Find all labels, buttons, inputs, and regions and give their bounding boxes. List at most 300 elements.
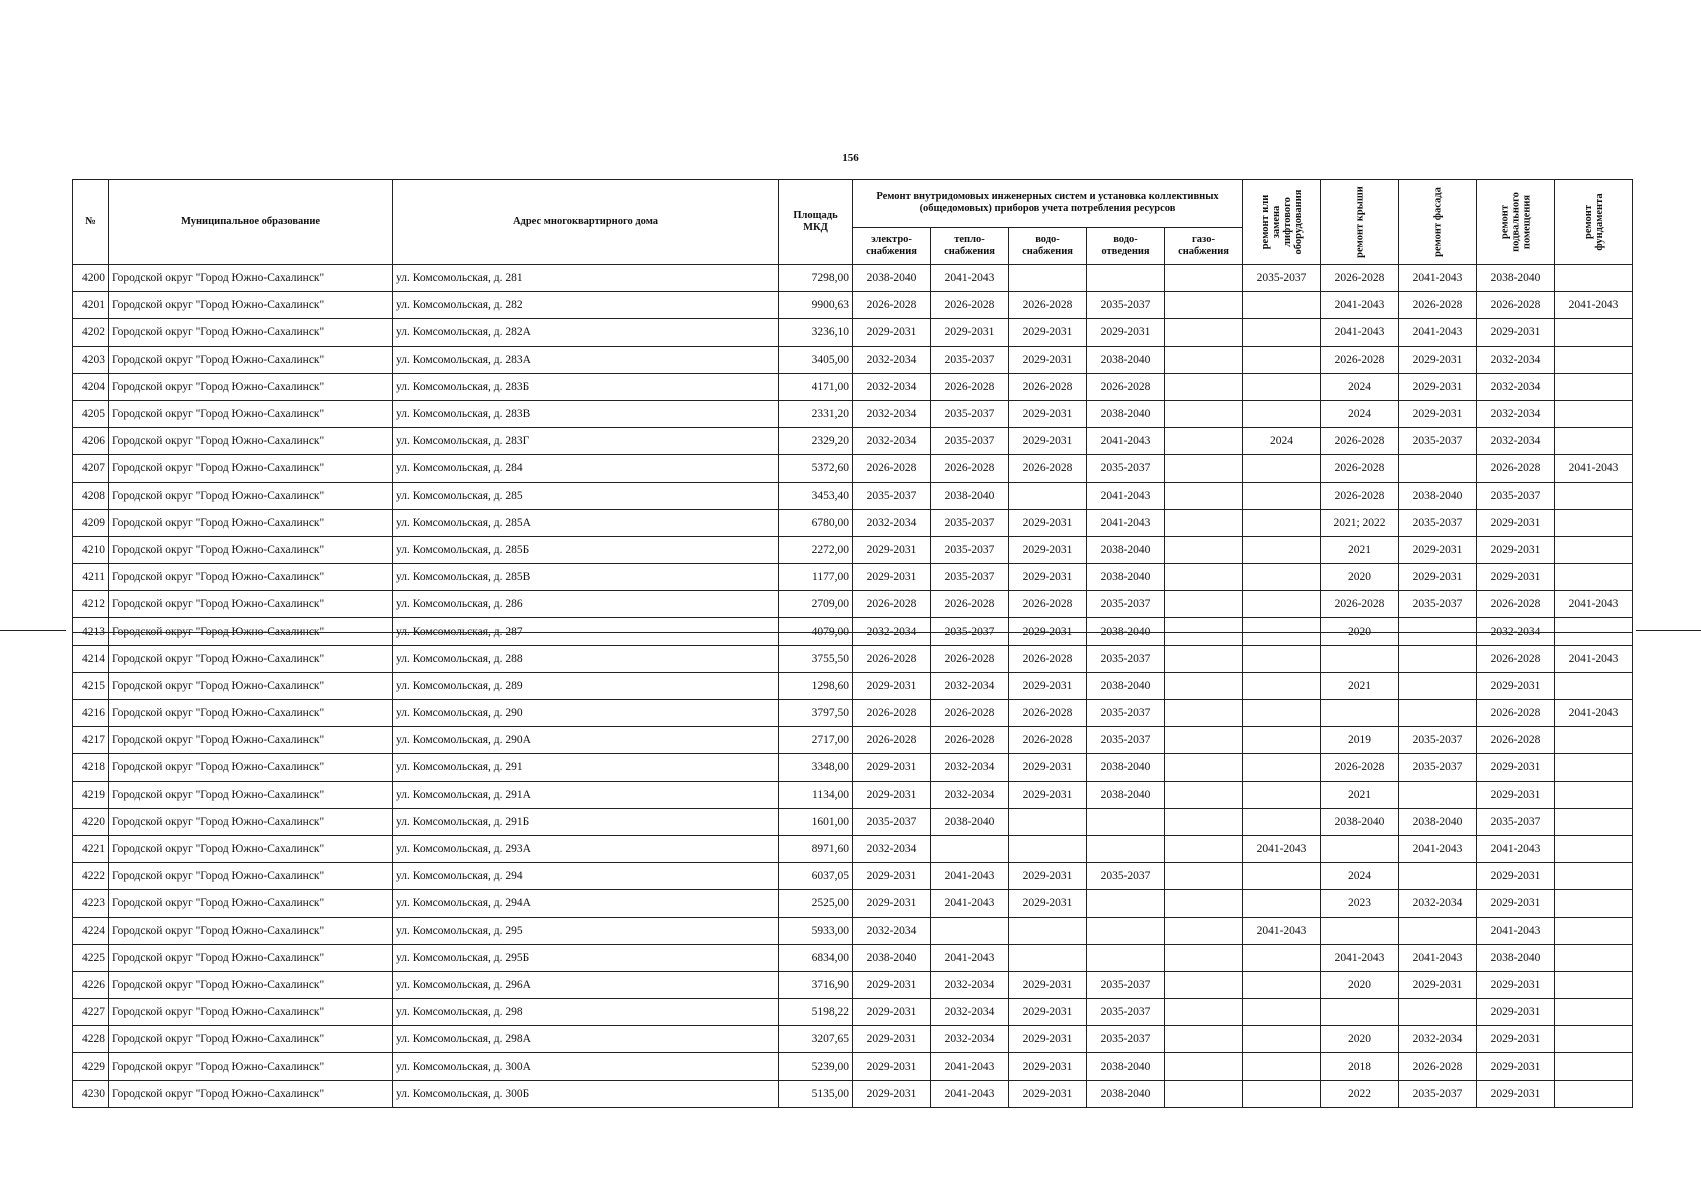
municipality-cell: Городской округ "Город Южно-Сахалинск" <box>109 373 393 400</box>
area-cell: 5135,00 <box>779 1080 853 1107</box>
lift-cell: 2035-2037 <box>1243 265 1321 292</box>
gas-cell <box>1165 346 1243 373</box>
water-cell: 2029-2031 <box>1009 1080 1087 1107</box>
electric-cell: 2032-2034 <box>853 373 931 400</box>
heat-cell: 2026-2028 <box>931 455 1009 482</box>
foundation-cell <box>1555 564 1633 591</box>
table-row <box>73 482 1633 509</box>
header-area: Площадь МКД <box>779 180 853 265</box>
foundation-cell <box>1555 781 1633 808</box>
municipality-cell: Городской округ "Город Южно-Сахалинск" <box>109 455 393 482</box>
sewer-cell: 2035-2037 <box>1087 292 1165 319</box>
gas-cell <box>1165 482 1243 509</box>
electric-cell: 2029-2031 <box>853 781 931 808</box>
table-row <box>73 700 1633 727</box>
table-row <box>73 781 1633 808</box>
lift-cell <box>1243 727 1321 754</box>
row-number: 4213 <box>73 618 109 645</box>
heat-cell: 2041-2043 <box>931 890 1009 917</box>
sewer-cell <box>1087 808 1165 835</box>
sewer-cell: 2035-2037 <box>1087 455 1165 482</box>
row-number: 4216 <box>73 700 109 727</box>
header-sewer: водо-отведения <box>1087 227 1165 264</box>
area-cell: 2717,00 <box>779 727 853 754</box>
municipality-cell: Городской округ "Город Южно-Сахалинск" <box>109 890 393 917</box>
heat-cell: 2035-2037 <box>931 346 1009 373</box>
lift-cell <box>1243 645 1321 672</box>
municipality-cell: Городской округ "Город Южно-Сахалинск" <box>109 835 393 862</box>
basement-cell: 2026-2028 <box>1477 700 1555 727</box>
municipality-cell: Городской округ "Город Южно-Сахалинск" <box>109 346 393 373</box>
water-cell <box>1009 917 1087 944</box>
table-row <box>73 808 1633 835</box>
lift-cell: 2024 <box>1243 428 1321 455</box>
municipality-cell: Городской округ "Город Южно-Сахалинск" <box>109 700 393 727</box>
page-number: 156 <box>842 152 859 164</box>
address-cell: ул. Комсомольская, д. 294 <box>393 863 779 890</box>
foundation-cell: 2041-2043 <box>1555 292 1633 319</box>
basement-cell: 2032-2034 <box>1477 373 1555 400</box>
heat-cell: 2035-2037 <box>931 564 1009 591</box>
roof-cell: 2041-2043 <box>1321 319 1399 346</box>
basement-cell: 2026-2028 <box>1477 645 1555 672</box>
foundation-cell <box>1555 890 1633 917</box>
municipality-cell: Городской округ "Город Южно-Сахалинск" <box>109 1080 393 1107</box>
foundation-cell <box>1555 999 1633 1026</box>
heat-cell <box>931 835 1009 862</box>
heat-cell: 2026-2028 <box>931 591 1009 618</box>
facade-cell: 2029-2031 <box>1399 536 1477 563</box>
water-cell: 2029-2031 <box>1009 1026 1087 1053</box>
heat-cell: 2041-2043 <box>931 944 1009 971</box>
heat-cell: 2026-2028 <box>931 700 1009 727</box>
water-cell: 2026-2028 <box>1009 455 1087 482</box>
sewer-cell: 2038-2040 <box>1087 564 1165 591</box>
water-cell: 2029-2031 <box>1009 971 1087 998</box>
header-electric: электро-снабжения <box>853 227 931 264</box>
roof-cell: 2021 <box>1321 672 1399 699</box>
header-roof: ремонт крыши <box>1321 180 1399 265</box>
address-cell: ул. Комсомольская, д. 289 <box>393 672 779 699</box>
foundation-cell <box>1555 1080 1633 1107</box>
lift-cell <box>1243 564 1321 591</box>
sewer-cell: 2041-2043 <box>1087 482 1165 509</box>
lift-cell: 2041-2043 <box>1243 917 1321 944</box>
basement-cell: 2032-2034 <box>1477 618 1555 645</box>
foundation-cell <box>1555 373 1633 400</box>
facade-cell <box>1399 781 1477 808</box>
basement-cell: 2038-2040 <box>1477 265 1555 292</box>
heat-cell: 2029-2031 <box>931 319 1009 346</box>
area-cell: 7298,00 <box>779 265 853 292</box>
sewer-cell: 2029-2031 <box>1087 319 1165 346</box>
water-cell <box>1009 835 1087 862</box>
header-lift: ремонт или замена лифтового оборудования <box>1243 180 1321 265</box>
water-cell: 2029-2031 <box>1009 564 1087 591</box>
electric-cell: 2032-2034 <box>853 618 931 645</box>
lift-cell <box>1243 1080 1321 1107</box>
foundation-cell <box>1555 482 1633 509</box>
area-cell: 3797,50 <box>779 700 853 727</box>
address-cell: ул. Комсомольская, д. 286 <box>393 591 779 618</box>
electric-cell: 2029-2031 <box>853 971 931 998</box>
table-row <box>73 509 1633 536</box>
lift-cell <box>1243 999 1321 1026</box>
roof-cell: 2041-2043 <box>1321 292 1399 319</box>
basement-cell: 2038-2040 <box>1477 944 1555 971</box>
sewer-cell: 2041-2043 <box>1087 428 1165 455</box>
area-cell: 5372,60 <box>779 455 853 482</box>
heat-cell: 2035-2037 <box>931 428 1009 455</box>
sewer-cell: 2038-2040 <box>1087 618 1165 645</box>
table-row <box>73 672 1633 699</box>
basement-cell: 2029-2031 <box>1477 971 1555 998</box>
electric-cell: 2032-2034 <box>853 917 931 944</box>
lift-cell <box>1243 591 1321 618</box>
area-cell: 6834,00 <box>779 944 853 971</box>
heat-cell: 2032-2034 <box>931 999 1009 1026</box>
foundation-cell <box>1555 509 1633 536</box>
sewer-cell: 2035-2037 <box>1087 700 1165 727</box>
facade-cell: 2026-2028 <box>1399 292 1477 319</box>
basement-cell: 2029-2031 <box>1477 890 1555 917</box>
header-municipality: Муниципальное образование <box>109 180 393 265</box>
electric-cell: 2032-2034 <box>853 835 931 862</box>
facade-cell <box>1399 455 1477 482</box>
lift-cell <box>1243 890 1321 917</box>
sewer-cell: 2035-2037 <box>1087 971 1165 998</box>
address-cell: ул. Комсомольская, д. 285В <box>393 564 779 591</box>
facade-cell: 2026-2028 <box>1399 1053 1477 1080</box>
municipality-cell: Городской округ "Город Южно-Сахалинск" <box>109 672 393 699</box>
lift-cell <box>1243 319 1321 346</box>
roof-cell: 2038-2040 <box>1321 808 1399 835</box>
area-cell: 2525,00 <box>779 890 853 917</box>
municipality-cell: Городской округ "Город Южно-Сахалинск" <box>109 727 393 754</box>
sewer-cell: 2038-2040 <box>1087 672 1165 699</box>
area-cell: 5239,00 <box>779 1053 853 1080</box>
gas-cell <box>1165 292 1243 319</box>
electric-cell: 2038-2040 <box>853 265 931 292</box>
heat-cell: 2035-2037 <box>931 400 1009 427</box>
electric-cell: 2029-2031 <box>853 536 931 563</box>
basement-cell: 2029-2031 <box>1477 536 1555 563</box>
facade-cell: 2041-2043 <box>1399 319 1477 346</box>
roof-cell: 2024 <box>1321 373 1399 400</box>
address-cell: ул. Комсомольская, д. 285Б <box>393 536 779 563</box>
sewer-cell: 2035-2037 <box>1087 863 1165 890</box>
water-cell <box>1009 808 1087 835</box>
water-cell: 2029-2031 <box>1009 319 1087 346</box>
gas-cell <box>1165 781 1243 808</box>
municipality-cell: Городской округ "Город Южно-Сахалинск" <box>109 292 393 319</box>
facade-cell <box>1399 863 1477 890</box>
sewer-cell: 2035-2037 <box>1087 645 1165 672</box>
municipality-cell: Городской округ "Город Южно-Сахалинск" <box>109 536 393 563</box>
municipality-cell: Городской округ "Город Южно-Сахалинск" <box>109 1026 393 1053</box>
foundation-cell <box>1555 536 1633 563</box>
gas-cell <box>1165 672 1243 699</box>
water-cell: 2029-2031 <box>1009 781 1087 808</box>
address-cell: ул. Комсомольская, д. 290 <box>393 700 779 727</box>
heat-cell: 2038-2040 <box>931 808 1009 835</box>
heat-cell: 2041-2043 <box>931 1053 1009 1080</box>
electric-cell: 2032-2034 <box>853 428 931 455</box>
electric-cell: 2026-2028 <box>853 591 931 618</box>
row-number: 4214 <box>73 645 109 672</box>
row-number: 4207 <box>73 455 109 482</box>
facade-cell <box>1399 700 1477 727</box>
heat-cell: 2041-2043 <box>931 863 1009 890</box>
area-cell: 8971,60 <box>779 835 853 862</box>
basement-cell: 2029-2031 <box>1477 781 1555 808</box>
area-cell: 3755,50 <box>779 645 853 672</box>
table-row <box>73 428 1633 455</box>
gas-cell <box>1165 700 1243 727</box>
basement-cell: 2029-2031 <box>1477 564 1555 591</box>
address-cell: ул. Комсомольская, д. 293А <box>393 835 779 862</box>
facade-cell <box>1399 672 1477 699</box>
roof-cell: 2021 <box>1321 781 1399 808</box>
foundation-cell <box>1555 863 1633 890</box>
roof-cell: 2026-2028 <box>1321 265 1399 292</box>
foundation-cell: 2041-2043 <box>1555 700 1633 727</box>
row-number: 4201 <box>73 292 109 319</box>
municipality-cell: Городской округ "Город Южно-Сахалинск" <box>109 971 393 998</box>
area-cell: 4079,00 <box>779 618 853 645</box>
municipality-cell: Городской округ "Город Южно-Сахалинск" <box>109 863 393 890</box>
facade-cell: 2035-2037 <box>1399 428 1477 455</box>
area-cell: 3236,10 <box>779 319 853 346</box>
sewer-cell: 2026-2028 <box>1087 373 1165 400</box>
basement-cell: 2026-2028 <box>1477 292 1555 319</box>
sewer-cell: 2035-2037 <box>1087 591 1165 618</box>
facade-cell <box>1399 645 1477 672</box>
sewer-cell: 2038-2040 <box>1087 754 1165 781</box>
municipality-cell: Городской округ "Город Южно-Сахалинск" <box>109 428 393 455</box>
roof-cell: 2022 <box>1321 1080 1399 1107</box>
area-cell: 3453,40 <box>779 482 853 509</box>
electric-cell: 2026-2028 <box>853 645 931 672</box>
roof-cell: 2021; 2022 <box>1321 509 1399 536</box>
gas-cell <box>1165 917 1243 944</box>
facade-cell: 2032-2034 <box>1399 890 1477 917</box>
heat-cell: 2032-2034 <box>931 1026 1009 1053</box>
header-engineering-systems: Ремонт внутридомовых инженерных систем и установка коллективных (общедомовых) приборов учета потребления ресурсов <box>853 180 1243 228</box>
header-num: № <box>73 180 109 265</box>
table-row <box>73 863 1633 890</box>
address-cell: ул. Комсомольская, д. 282 <box>393 292 779 319</box>
table-row <box>73 455 1633 482</box>
water-cell: 2026-2028 <box>1009 700 1087 727</box>
lift-cell <box>1243 618 1321 645</box>
table-row <box>73 591 1633 618</box>
water-cell: 2026-2028 <box>1009 373 1087 400</box>
gas-cell <box>1165 835 1243 862</box>
electric-cell: 2032-2034 <box>853 400 931 427</box>
lift-cell <box>1243 292 1321 319</box>
row-number: 4203 <box>73 346 109 373</box>
lift-cell <box>1243 863 1321 890</box>
heat-cell: 2032-2034 <box>931 781 1009 808</box>
sewer-cell <box>1087 890 1165 917</box>
facade-cell: 2035-2037 <box>1399 509 1477 536</box>
foundation-cell <box>1555 754 1633 781</box>
area-cell: 2272,00 <box>779 536 853 563</box>
facade-cell: 2035-2037 <box>1399 1080 1477 1107</box>
facade-cell: 2038-2040 <box>1399 808 1477 835</box>
water-cell <box>1009 944 1087 971</box>
roof-cell: 2026-2028 <box>1321 754 1399 781</box>
gas-cell <box>1165 319 1243 346</box>
address-cell: ул. Комсомольская, д. 282А <box>393 319 779 346</box>
row-number: 4215 <box>73 672 109 699</box>
water-cell: 2026-2028 <box>1009 292 1087 319</box>
foundation-cell <box>1555 346 1633 373</box>
area-cell: 3405,00 <box>779 346 853 373</box>
water-cell <box>1009 265 1087 292</box>
row-number: 4228 <box>73 1026 109 1053</box>
roof-cell: 2020 <box>1321 564 1399 591</box>
address-cell: ул. Комсомольская, д. 295 <box>393 917 779 944</box>
heat-cell: 2026-2028 <box>931 645 1009 672</box>
facade-cell: 2038-2040 <box>1399 482 1477 509</box>
basement-cell: 2026-2028 <box>1477 727 1555 754</box>
roof-cell: 2020 <box>1321 971 1399 998</box>
heat-cell: 2035-2037 <box>931 509 1009 536</box>
sewer-cell: 2035-2037 <box>1087 1026 1165 1053</box>
water-cell: 2026-2028 <box>1009 727 1087 754</box>
facade-cell: 2029-2031 <box>1399 564 1477 591</box>
basement-cell: 2029-2031 <box>1477 1053 1555 1080</box>
gas-cell <box>1165 536 1243 563</box>
roof-cell <box>1321 999 1399 1026</box>
electric-cell: 2029-2031 <box>853 863 931 890</box>
heat-cell: 2026-2028 <box>931 292 1009 319</box>
facade-cell: 2029-2031 <box>1399 971 1477 998</box>
water-cell: 2029-2031 <box>1009 536 1087 563</box>
row-number: 4224 <box>73 917 109 944</box>
area-cell: 1177,00 <box>779 564 853 591</box>
row-number: 4223 <box>73 890 109 917</box>
facade-cell: 2029-2031 <box>1399 373 1477 400</box>
electric-cell: 2029-2031 <box>853 1026 931 1053</box>
electric-cell: 2029-2031 <box>853 564 931 591</box>
area-cell: 3716,90 <box>779 971 853 998</box>
gas-cell <box>1165 890 1243 917</box>
heat-cell: 2041-2043 <box>931 265 1009 292</box>
area-cell: 1134,00 <box>779 781 853 808</box>
roof-cell: 2019 <box>1321 727 1399 754</box>
facade-cell <box>1399 999 1477 1026</box>
address-cell: ул. Комсомольская, д. 283Г <box>393 428 779 455</box>
row-number: 4230 <box>73 1080 109 1107</box>
table-row <box>73 971 1633 998</box>
address-cell: ул. Комсомольская, д. 285А <box>393 509 779 536</box>
basement-cell: 2035-2037 <box>1477 808 1555 835</box>
lift-cell <box>1243 1026 1321 1053</box>
municipality-cell: Городской округ "Город Южно-Сахалинск" <box>109 917 393 944</box>
foundation-cell <box>1555 618 1633 645</box>
table-row <box>73 645 1633 672</box>
address-cell: ул. Комсомольская, д. 296А <box>393 971 779 998</box>
sewer-cell <box>1087 835 1165 862</box>
municipality-cell: Городской округ "Город Южно-Сахалинск" <box>109 564 393 591</box>
address-cell: ул. Комсомольская, д. 290А <box>393 727 779 754</box>
gas-cell <box>1165 455 1243 482</box>
roof-cell: 2024 <box>1321 863 1399 890</box>
gas-cell <box>1165 373 1243 400</box>
facade-cell: 2035-2037 <box>1399 754 1477 781</box>
address-cell: ул. Комсомольская, д. 285 <box>393 482 779 509</box>
foundation-cell <box>1555 808 1633 835</box>
table-row <box>73 373 1633 400</box>
sewer-cell: 2038-2040 <box>1087 781 1165 808</box>
lift-cell <box>1243 944 1321 971</box>
row-number: 4210 <box>73 536 109 563</box>
lift-cell <box>1243 781 1321 808</box>
municipality-cell: Городской округ "Город Южно-Сахалинск" <box>109 482 393 509</box>
foundation-cell: 2041-2043 <box>1555 455 1633 482</box>
strike-margin-right <box>1636 630 1701 631</box>
basement-cell: 2029-2031 <box>1477 509 1555 536</box>
water-cell: 2029-2031 <box>1009 1053 1087 1080</box>
electric-cell: 2026-2028 <box>853 292 931 319</box>
roof-cell: 2041-2043 <box>1321 944 1399 971</box>
area-cell: 5198,22 <box>779 999 853 1026</box>
table-row <box>73 944 1633 971</box>
gas-cell <box>1165 944 1243 971</box>
gas-cell <box>1165 808 1243 835</box>
table-row <box>73 292 1633 319</box>
gas-cell <box>1165 428 1243 455</box>
table-row <box>73 1053 1633 1080</box>
address-cell: ул. Комсомольская, д. 287 <box>393 618 779 645</box>
address-cell: ул. Комсомольская, д. 300Б <box>393 1080 779 1107</box>
header-gas: газо-снабжения <box>1165 227 1243 264</box>
address-cell: ул. Комсомольская, д. 283Б <box>393 373 779 400</box>
row-number: 4209 <box>73 509 109 536</box>
roof-cell: 2026-2028 <box>1321 346 1399 373</box>
lift-cell <box>1243 455 1321 482</box>
municipality-cell: Городской округ "Город Южно-Сахалинск" <box>109 618 393 645</box>
header-facade: ремонт фасада <box>1399 180 1477 265</box>
address-cell: ул. Комсомольская, д. 295Б <box>393 944 779 971</box>
heat-cell: 2041-2043 <box>931 1080 1009 1107</box>
address-cell: ул. Комсомольская, д. 281 <box>393 265 779 292</box>
header-address: Адрес многоквартирного дома <box>393 180 779 265</box>
header-basement: ремонт подвального помещения <box>1477 180 1555 265</box>
table-row <box>73 890 1633 917</box>
heat-cell: 2026-2028 <box>931 373 1009 400</box>
row-number: 4225 <box>73 944 109 971</box>
foundation-cell <box>1555 1053 1633 1080</box>
table-row <box>73 1026 1633 1053</box>
sewer-cell: 2038-2040 <box>1087 1080 1165 1107</box>
electric-cell: 2029-2031 <box>853 999 931 1026</box>
heat-cell: 2032-2034 <box>931 672 1009 699</box>
address-cell: ул. Комсомольская, д. 283В <box>393 400 779 427</box>
basement-cell: 2035-2037 <box>1477 482 1555 509</box>
foundation-cell <box>1555 917 1633 944</box>
gas-cell <box>1165 618 1243 645</box>
facade-cell: 2032-2034 <box>1399 1026 1477 1053</box>
electric-cell: 2029-2031 <box>853 1053 931 1080</box>
area-cell: 2331,20 <box>779 400 853 427</box>
capital-repair-table <box>72 179 1633 1108</box>
roof-cell: 2026-2028 <box>1321 482 1399 509</box>
area-cell: 1601,00 <box>779 808 853 835</box>
